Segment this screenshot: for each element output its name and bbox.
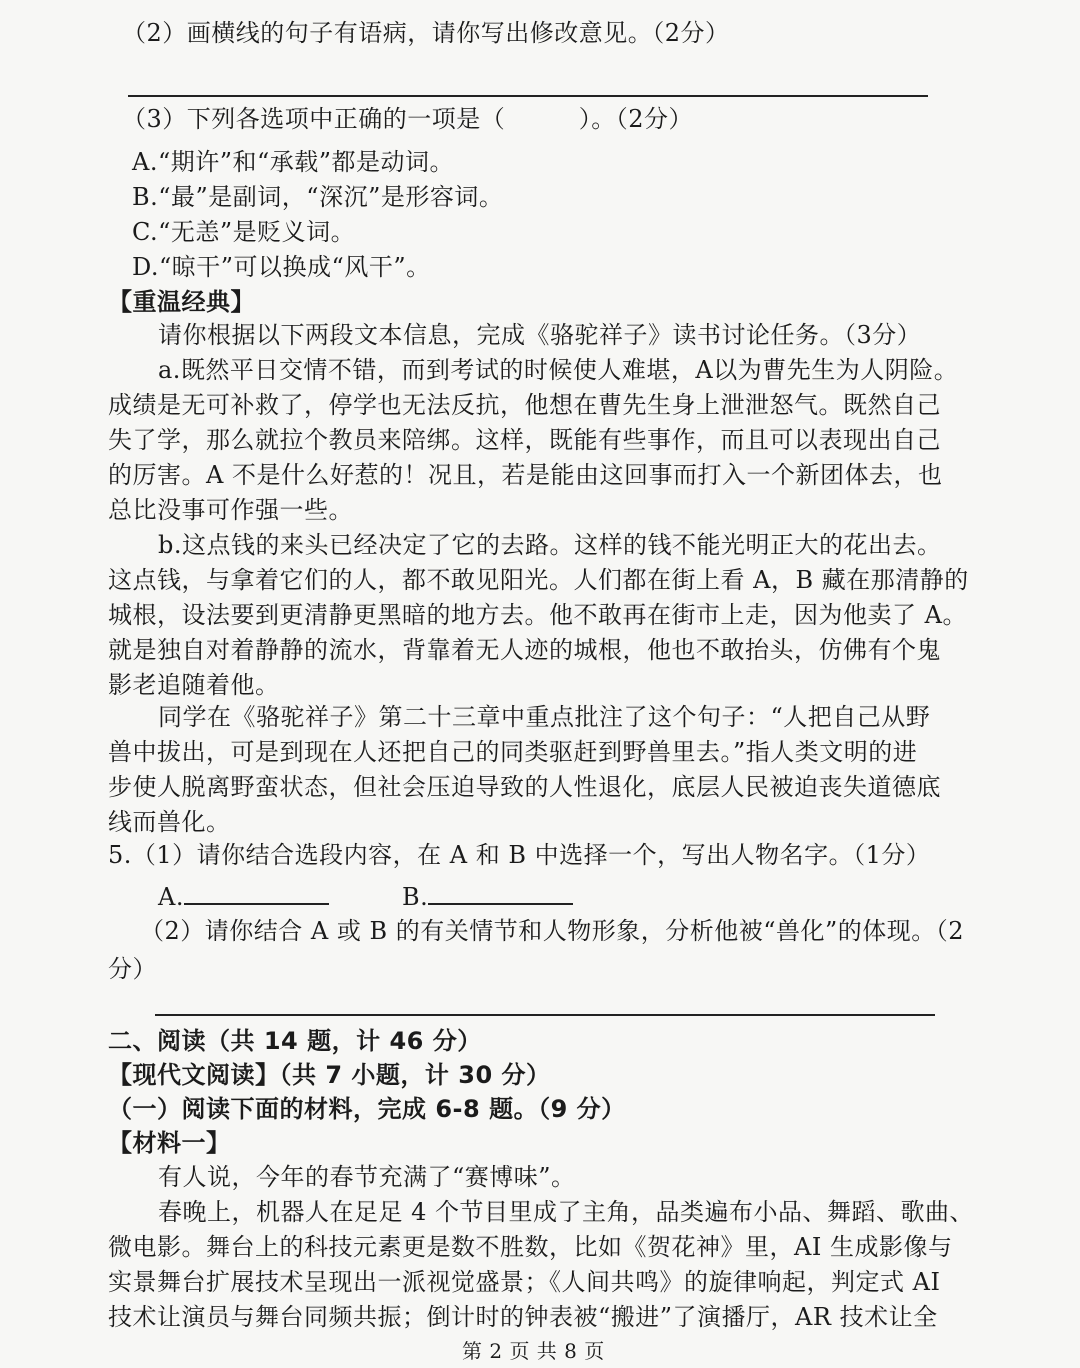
option-a: A.“期许”和“承载”都是动词。: [132, 148, 455, 176]
answer-blank-a-label: A.: [158, 883, 184, 911]
question-5-2-cont: 分）: [108, 955, 157, 983]
option-b: B.“最”是副词，“深沉”是形容词。: [132, 183, 504, 211]
passage-a-line: 失了学，那么就拉个教员来陪绑。这样，既能有些事作，而且可以表现出自己: [108, 426, 941, 454]
answer-line-4-2: [128, 95, 928, 97]
passage-b-line: 城根，设法要到更清静更黑暗的地方去。他不敢再在街市上走，因为他卖了 A。: [108, 601, 967, 629]
question-4-3: （3）下列各选项中正确的一项是（ ）。（2分）: [122, 105, 694, 133]
question-5-2: （2）请你结合 A 或 B 的有关情节和人物形象，分析他被“兽化”的体现。（2: [140, 917, 965, 945]
answer-blank-a-line: [184, 881, 329, 905]
material-line: 微电影。舞台上的科技元素更是数不胜数，比如《贺花神》里，AI 生成影像与: [108, 1233, 953, 1261]
annotation-line: 兽中拔出，可是到现在人还把自己的同类驱赶到野兽里去。”指人类文明的进: [108, 738, 918, 766]
task-intro: 请你根据以下两段文本信息，完成《骆驼祥子》读书讨论任务。（3分）: [158, 321, 922, 349]
answer-blank-b-line: [428, 881, 573, 905]
answer-blank-b: [402, 880, 573, 914]
passage-b-line: 就是独自对着静静的流水，背靠着无人迹的城根，他也不敢抬头，仿佛有个鬼: [108, 636, 941, 664]
question-4-2: （2）画横线的句子有语病，请你写出修改意见。（2分）: [122, 19, 730, 47]
option-d: D.“晾干”可以换成“风干”。: [132, 253, 431, 281]
passage-a-line: 总比没事可作强一些。: [108, 496, 353, 524]
material-one-heading: 【材料一】: [108, 1129, 231, 1157]
answer-blank-b-label: B.: [402, 883, 429, 911]
material-line: 有人说，今年的春节充满了“赛博味”。: [158, 1163, 576, 1191]
passage-a-line: a.既然平日交情不错，而到考试的时候使人难堪，A以为曹先生为人阴险。: [158, 356, 959, 384]
passage-b-line: 这点钱，与拿着它们的人，都不敢见阳光。人们都在街上看 A，B 藏在那清静的: [108, 566, 969, 594]
subsection-one: （一）阅读下面的材料，完成 6-8 题。（9 分）: [108, 1095, 626, 1123]
page-footer: 第 2 页 共 8 页: [462, 1339, 605, 1363]
section-heading-reading: 二、阅读（共 14 题，计 46 分）: [108, 1027, 482, 1055]
passage-b-line: 影老追随着他。: [108, 671, 280, 699]
option-c: C.“无恙”是贬义词。: [132, 218, 356, 246]
annotation-line: 步使人脱离野蛮状态，但社会压迫导致的人性退化，底层人民被迫丧失道德底: [108, 773, 941, 801]
section-heading-modern: 【现代文阅读】（共 7 小题，计 30 分）: [108, 1061, 551, 1089]
material-line: 实景舞台扩展技术呈现出一派视觉盛景；《人间共鸣》的旋律响起，判定式 AI: [108, 1268, 941, 1296]
material-line: 技术让演员与舞台同频共振；倒计时的钟表被“搬进”了演播厅，AR 技术让全: [108, 1303, 938, 1331]
passage-b-line: b.这点钱的来头已经决定了它的去路。这样的钱不能光明正大的花出去。: [158, 531, 942, 559]
passage-a-line: 成绩是无可补救了，停学也无法反抗，他想在曹先生身上泄泄怒气。既然自己: [108, 391, 941, 419]
passage-a-line: 的厉害。A 不是什么好惹的！况且，若是能由这回事而打入一个新团体去，也: [108, 461, 943, 489]
annotation-line: 同学在《骆驼祥子》第二十三章中重点批注了这个句子：“人把自己从野: [158, 703, 931, 731]
section-heading-classic: 【重温经典】: [108, 288, 255, 316]
answer-line-5-2: [155, 1014, 935, 1016]
question-5-1: 5.（1）请你结合选段内容，在 A 和 B 中选择一个，写出人物名字。（1分）: [108, 841, 931, 869]
annotation-line: 线而兽化。: [108, 808, 231, 836]
material-line: 春晚上，机器人在足足 4 个节目里成了主角，品类遍布小品、舞蹈、歌曲、: [158, 1198, 975, 1226]
answer-blank-a: [158, 880, 329, 914]
